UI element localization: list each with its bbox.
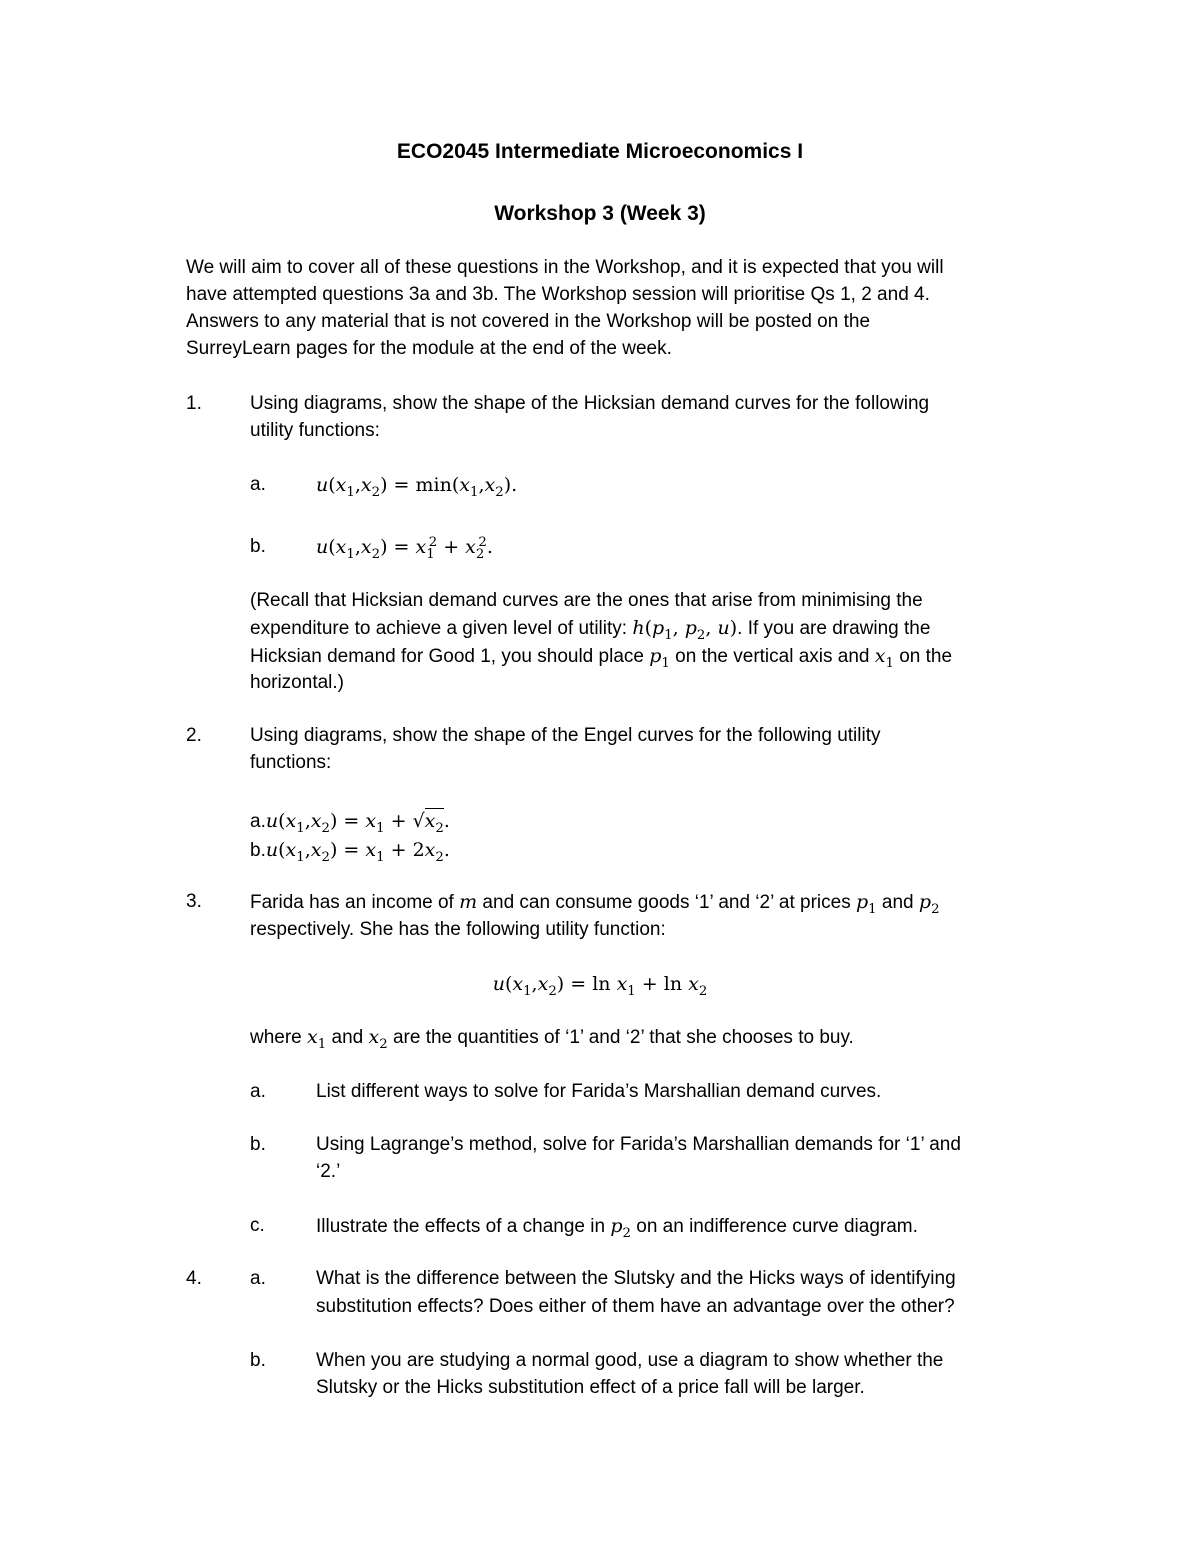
subquestion-label: a. — [250, 474, 266, 495]
recall-text: expenditure to achieve a given level of utility: $h(p_1$, $p_2$, u). If you are drawing the — [250, 617, 931, 643]
question-text: Using diagrams, show the shape of the Hicksian demand curves for the following — [250, 393, 930, 414]
question-number: 4. — [186, 1268, 202, 1289]
question-text: Using diagrams, show the shape of the Engel curves for the following utility — [250, 725, 881, 746]
subquestion-text: List different ways to solve for Farida’s Marshallian demand curves. — [316, 1081, 882, 1102]
subquestion-text: substitution effects? Does either of them have an advantage over the other? — [316, 1296, 955, 1317]
recall-text: horizontal.) — [250, 672, 344, 693]
subquestion-text: Slutsky or the Hicks substitution effect of a price fall will be larger. — [316, 1377, 865, 1398]
subquestion-label: c. — [250, 1215, 265, 1236]
question-text: Farida has an income of m and can consume goods ‘1’ and ‘2’ at prices $p_1$ and $p_2$ — [250, 891, 940, 917]
subquestion-label: b. — [250, 536, 266, 557]
intro-line: SurreyLearn pages for the module at the end of the week. — [186, 338, 672, 359]
subquestion-text: ‘2.’ — [316, 1161, 341, 1182]
utility-function-squares: $u(x_1,x_2) = x_1^2 + x_2^2$. — [316, 534, 493, 562]
question-number: 1. — [186, 393, 202, 414]
document-subtitle: Workshop 3 (Week 3) — [494, 202, 706, 225]
recall-text: (Recall that Hicksian demand curves are the ones that arise from minimising the — [250, 590, 923, 611]
subquestion-text: When you are studying a normal good, use a diagram to show whether the — [316, 1350, 944, 1371]
subquestion-label: b. — [250, 1134, 266, 1155]
intro-line: have attempted questions 3a and 3b. The Workshop session will prioritise Qs 1, 2 and 4. — [186, 284, 930, 305]
utility-function-log: $u(x_1,x_2) = \ln x_1 + \ln x_2$ — [492, 973, 708, 999]
question-text: respectively. She has the following utility function: — [250, 919, 666, 940]
question-text: where $x_1$ and $x_2$ are the quantities of ‘1’ and ‘2’ that she chooses to buy. — [250, 1026, 854, 1052]
subquestion-label: a. — [250, 1081, 266, 1102]
question-number: 2. — [186, 725, 202, 746]
question-number: 3. — [186, 891, 202, 912]
subquestion-label: b. — [250, 1350, 266, 1371]
subquestion-label: a. — [250, 1268, 266, 1289]
subquestion-text: Using Lagrange’s method, solve for Farida’s Marshallian demands for ‘1’ and — [316, 1134, 961, 1155]
question-text: functions: — [250, 752, 332, 773]
question-text: utility functions: — [250, 420, 380, 441]
recall-text: Hicksian demand for Good 1, you should place $p_1$ on the vertical axis and $x_1$ on the — [250, 645, 953, 671]
subquestion-text: Illustrate the effects of a change in $p_2$ on an indifference curve diagram. — [316, 1215, 918, 1241]
subquestion-text: What is the difference between the Slutsky and the Hicks ways of identifying — [316, 1268, 956, 1289]
utility-function-linear: $b.u(x_1,x_2) = x_1 + 2x_2$. — [250, 839, 450, 865]
utility-function-sqrt: $a.u(x_1,x_2) = x_1 + √x_2$. — [250, 810, 450, 836]
document-title: ECO2045 Intermediate Microeconomics I — [396, 140, 804, 163]
utility-function-min: $u(x_1,x_2) = \min(x_1,x_2)$. — [316, 474, 518, 500]
intro-line: We will aim to cover all of these questions in the Workshop, and it is expected that you will — [186, 257, 944, 278]
intro-line: Answers to any material that is not covered in the Workshop will be posted on the — [186, 311, 871, 332]
